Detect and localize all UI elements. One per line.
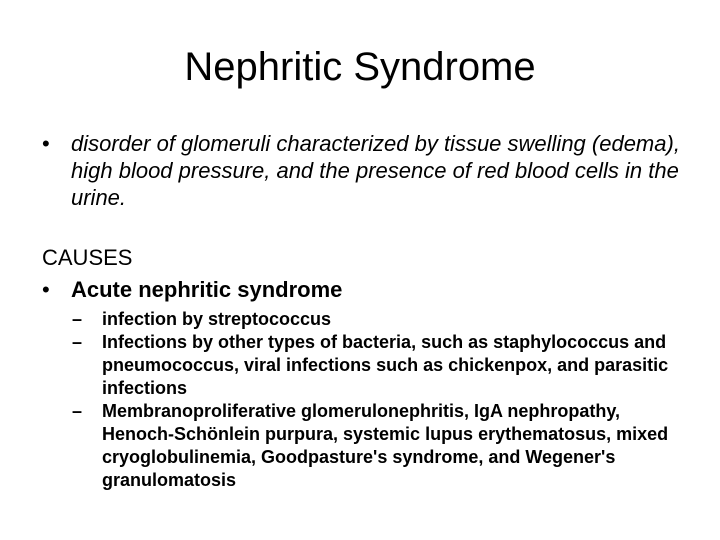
acute-bullet [42, 276, 342, 303]
slide-title: Nephritic Syndrome [184, 45, 536, 89]
list-item-text: Infections by other types of bacteria, such as staphylococcus and pneumococcus, viral infections such as chickenpox, and parasitic infections [102, 332, 669, 398]
bullet-marker: • [42, 131, 50, 156]
dash-marker: – [72, 309, 83, 329]
list-item-text: infection by streptococcus [102, 309, 332, 329]
list-item-text: Membranoproliferative glomerulonephritis, IgA nephropathy, Henoch-Schönlein purpura, systemic lupus erythematosus, mixed cryoglobulinemia, Goodpasture's syndrome, and Wegener's granulomatosis [102, 401, 669, 490]
definition-text: disorder of glomeruli characterized by tissue swelling (edema), high blood pressure, and the presence of red blood cells in the urine. [71, 131, 680, 210]
list-item [72, 400, 672, 492]
list-item [72, 331, 672, 400]
dash-marker: – [72, 401, 83, 421]
acute-text: Acute nephritic syndrome [71, 277, 343, 302]
dash-marker: – [72, 332, 83, 352]
bullet-marker: • [42, 277, 50, 302]
definition-bullet [42, 130, 682, 211]
list-item [72, 308, 672, 331]
causes-heading: CAUSES [42, 245, 133, 270]
causes-sublist [72, 308, 672, 492]
